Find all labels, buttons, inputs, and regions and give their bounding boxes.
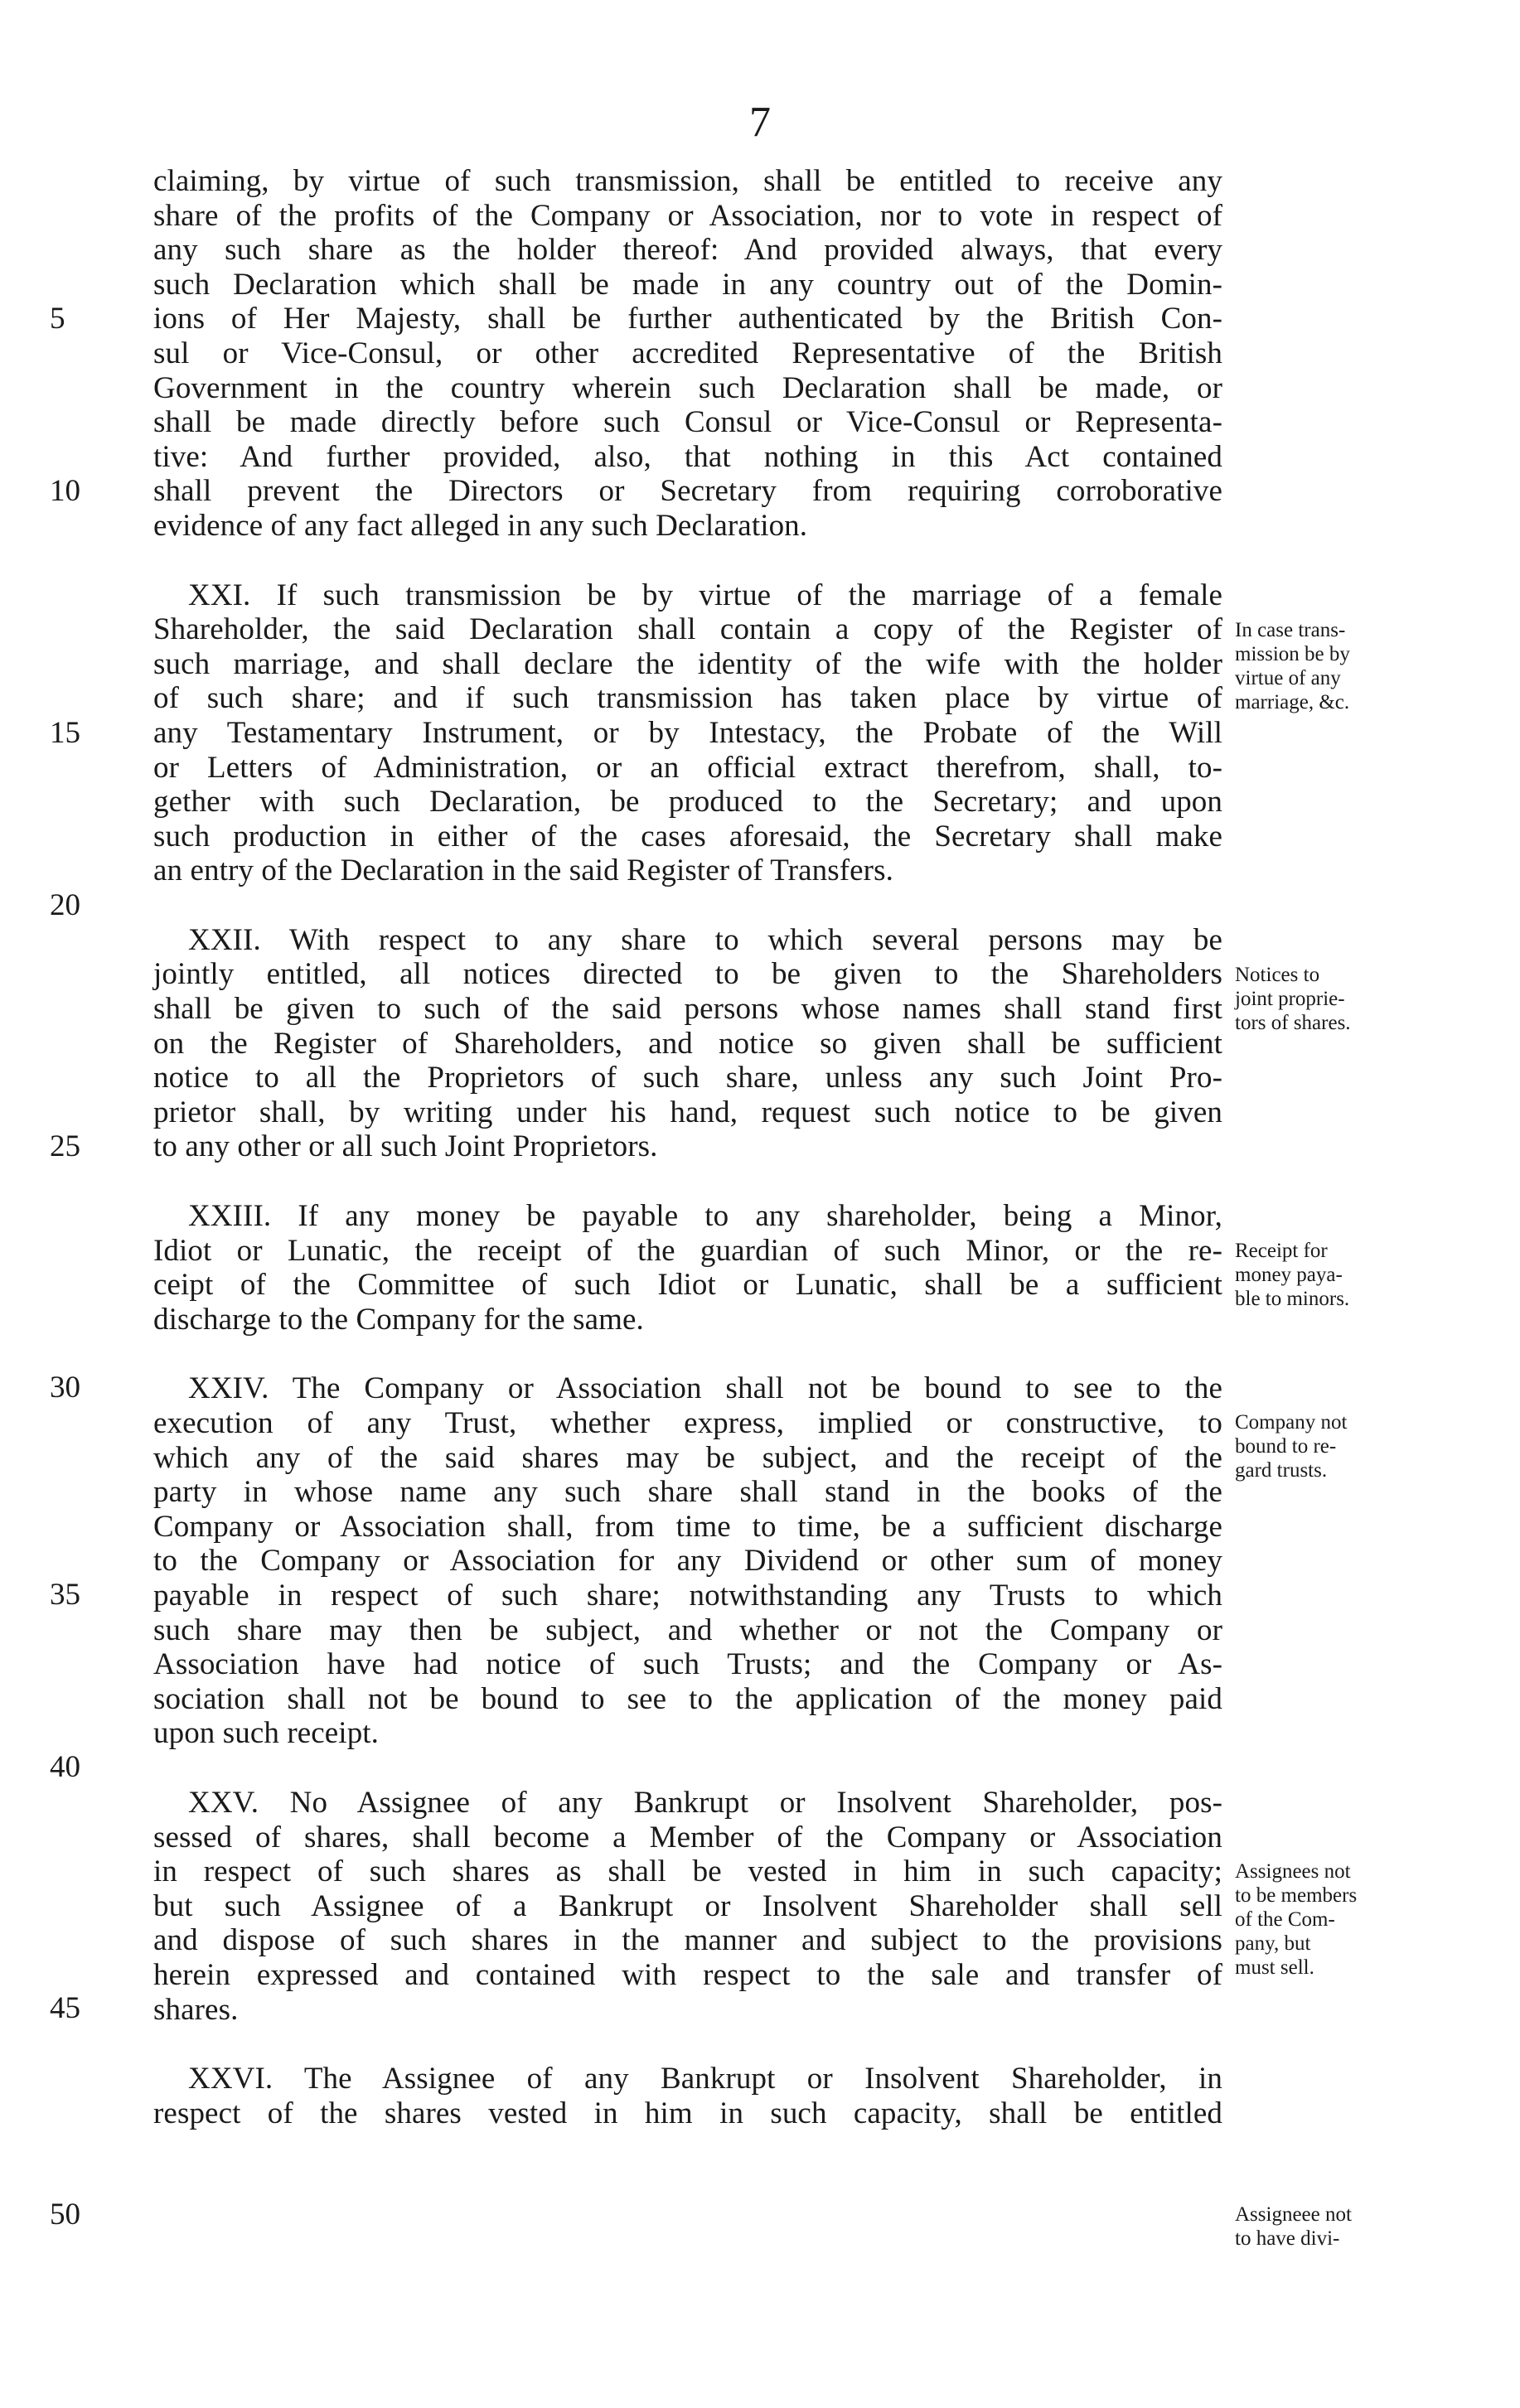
side-note-line: marriage, &c. xyxy=(1235,691,1350,713)
paragraph-xxiv xyxy=(153,1371,1222,1751)
side-note-line: must sell. xyxy=(1235,1956,1314,1979)
text-line: jointly entitled, all notices directed to be given to the Shareholders xyxy=(153,957,1222,992)
text-line: respect of the shares vested in him in such capacity, shall be entitled xyxy=(153,2096,1222,2130)
text-line: Shareholder, the said Declaration shall contain a copy of the Register of xyxy=(153,612,1222,647)
text-line: ions of Her Majesty, shall be further authenticated by the British Con- xyxy=(153,302,1222,336)
text-line: any such share as the holder thereof: And provided always, that every xyxy=(153,233,1222,268)
page-number: 7 xyxy=(749,99,771,146)
text-line: gether with such Declaration, be produced to the Secretary; and upon xyxy=(153,785,1222,820)
text-line: evidence of any fact alleged in any such Declaration. xyxy=(153,508,808,543)
side-note-line: pany, but xyxy=(1235,1932,1311,1955)
line-number: 5 xyxy=(50,302,65,336)
text-line: share of the profits of the Company or Association, nor to vote in respect of xyxy=(153,198,1222,233)
side-note-line: joint proprie- xyxy=(1235,988,1345,1010)
side-note-line: ble to minors. xyxy=(1235,1288,1350,1310)
side-note xyxy=(1235,618,1484,714)
text-line: tive: And further provided, also, that nothing in this Act contained xyxy=(153,439,1222,474)
line-number: 35 xyxy=(50,1577,80,1612)
text-line: shares. xyxy=(153,1992,239,2027)
line-number: 10 xyxy=(50,474,80,509)
side-note-line: Assigneee not xyxy=(1235,2203,1352,2226)
line-number: 30 xyxy=(50,1371,80,1405)
text-line: XXIV. The Company or Association shall not be bound to see to the xyxy=(188,1371,1222,1406)
text-line: XXV. No Assignee of any Bankrupt or Insolvent Shareholder, pos- xyxy=(188,1785,1222,1820)
paragraph-xxiii xyxy=(153,1199,1222,1337)
side-note-line: money paya- xyxy=(1235,1264,1343,1286)
text-line: ceipt of the Committee of such Idiot or Lunatic, shall be a sufficient xyxy=(153,1268,1222,1303)
text-line: and dispose of such shares in the manner and subject to the provisions xyxy=(153,1923,1222,1958)
line-number: 40 xyxy=(50,1749,80,1784)
side-note-line: Receipt for xyxy=(1235,1240,1328,1262)
text-line: Government in the country wherein such Declaration shall be made, or xyxy=(153,370,1222,405)
text-line: any Testamentary Instrument, or by Intestacy, the Probate of the Will xyxy=(153,715,1222,750)
text-line: discharge to the Company for the same. xyxy=(153,1302,644,1337)
side-note-line: Company not xyxy=(1235,1411,1348,1434)
side-note xyxy=(1235,1410,1484,1482)
text-line: notice to all the Proprietors of such share, unless any such Joint Pro- xyxy=(153,1061,1222,1095)
side-note-line: gard trusts. xyxy=(1235,1459,1328,1482)
paragraph-xxv xyxy=(153,1786,1222,2027)
text-line: sociation shall not be bound to see to the application of the money paid xyxy=(153,1681,1222,1716)
text-line: sul or Vice-Consul, or other accredited Representative of the British xyxy=(153,336,1222,370)
text-line: such Declaration which shall be made in any country out of the Domin- xyxy=(153,267,1222,302)
text-line: XXVI. The Assignee of any Bankrupt or Insolvent Shareholder, in xyxy=(188,2062,1222,2096)
side-note-line: Assignees not xyxy=(1235,1860,1351,1883)
text-line: Company or Association shall, from time to time, be a sufficient discharge xyxy=(153,1509,1222,1544)
side-note-line: virtue of any xyxy=(1235,667,1341,689)
text-line: an entry of the Declaration in the said Register of Transfers. xyxy=(153,853,893,888)
paragraph-xxii xyxy=(153,923,1222,1164)
text-line: herein expressed and contained with respect to the sale and transfer of xyxy=(153,1957,1222,1992)
side-note xyxy=(1235,1239,1484,1311)
side-note-line: In case trans- xyxy=(1235,619,1346,641)
side-note-line: bound to re- xyxy=(1235,1435,1337,1458)
text-line: prietor shall, by writing under his hand, request such notice to be given xyxy=(153,1095,1222,1129)
text-line: such share may then be subject, and whether or not the Company or xyxy=(153,1613,1222,1647)
text-line: Idiot or Lunatic, the receipt of the guardian of such Minor, or the re- xyxy=(153,1233,1222,1268)
text-line: in respect of such shares as shall be vested in him in such capacity; xyxy=(153,1854,1222,1889)
text-line: XXII. With respect to any share to which several persons may be xyxy=(188,922,1222,957)
text-line: XXI. If such transmission be by virtue of the marriage of a female xyxy=(188,578,1222,612)
text-line: party in whose name any such share shall stand in the books of the xyxy=(153,1475,1222,1510)
paragraph xyxy=(153,164,1222,544)
text-line: but such Assignee of a Bankrupt or Insolvent Shareholder shall sell xyxy=(153,1888,1222,1923)
text-line: XXIII. If any money be payable to any shareholder, being a Minor, xyxy=(188,1199,1222,1234)
line-number: 50 xyxy=(50,2198,80,2232)
line-number: 25 xyxy=(50,1129,80,1163)
text-line: such production in either of the cases aforesaid, the Secretary shall make xyxy=(153,819,1222,853)
paragraph-xxvi xyxy=(153,2062,1222,2130)
text-line: such marriage, and shall declare the identity of the wife with the holder xyxy=(153,646,1222,681)
text-line: or Letters of Administration, or an official extract therefrom, shall, to- xyxy=(153,750,1222,785)
line-number: 45 xyxy=(50,1990,80,2025)
text-line: upon such receipt. xyxy=(153,1716,380,1751)
side-note xyxy=(1235,2202,1484,2251)
text-line: sessed of shares, shall become a Member of the Company or Association xyxy=(153,1820,1222,1854)
line-number: 15 xyxy=(50,715,80,750)
text-line: payable in respect of such share; notwithstanding any Trusts to which xyxy=(153,1578,1222,1613)
side-note-line: Notices to xyxy=(1235,964,1320,986)
body-text xyxy=(153,164,1222,2130)
text-line: execution of any Trust, whether express, implied or constructive, to xyxy=(153,1406,1222,1440)
text-line: shall be given to such of the said persons whose names shall stand first xyxy=(153,992,1222,1027)
paragraph-xxi xyxy=(153,578,1222,888)
text-line: to any other or all such Joint Proprietors. xyxy=(153,1129,658,1164)
side-note-line: tors of shares. xyxy=(1235,1012,1351,1034)
side-note-line: to be members xyxy=(1235,1884,1358,1907)
text-line: which any of the said shares may be subject, and the receipt of the xyxy=(153,1440,1222,1475)
text-line: shall be made directly before such Consul or Vice-Consul or Representa- xyxy=(153,405,1222,440)
line-number: 20 xyxy=(50,887,80,922)
text-line: shall prevent the Directors or Secretary from requiring corroborative xyxy=(153,474,1222,509)
side-note-line: mission be by xyxy=(1235,643,1350,665)
text-line: on the Register of Shareholders, and notice so given shall be sufficient xyxy=(153,1026,1222,1061)
text-line: of such share; and if such transmission has taken place by virtue of xyxy=(153,681,1222,716)
side-note-line: of the Com- xyxy=(1235,1908,1335,1931)
side-note xyxy=(1235,1859,1484,1980)
text-line: Association have had notice of such Trusts; and the Company or As- xyxy=(153,1647,1222,1682)
side-note-line: to have divi- xyxy=(1235,2227,1340,2250)
side-note xyxy=(1235,963,1484,1035)
text-line: claiming, by virtue of such transmission, shall be entitled to receive any xyxy=(153,164,1222,198)
text-line: to the Company or Association for any Dividend or other sum of money xyxy=(153,1544,1222,1579)
